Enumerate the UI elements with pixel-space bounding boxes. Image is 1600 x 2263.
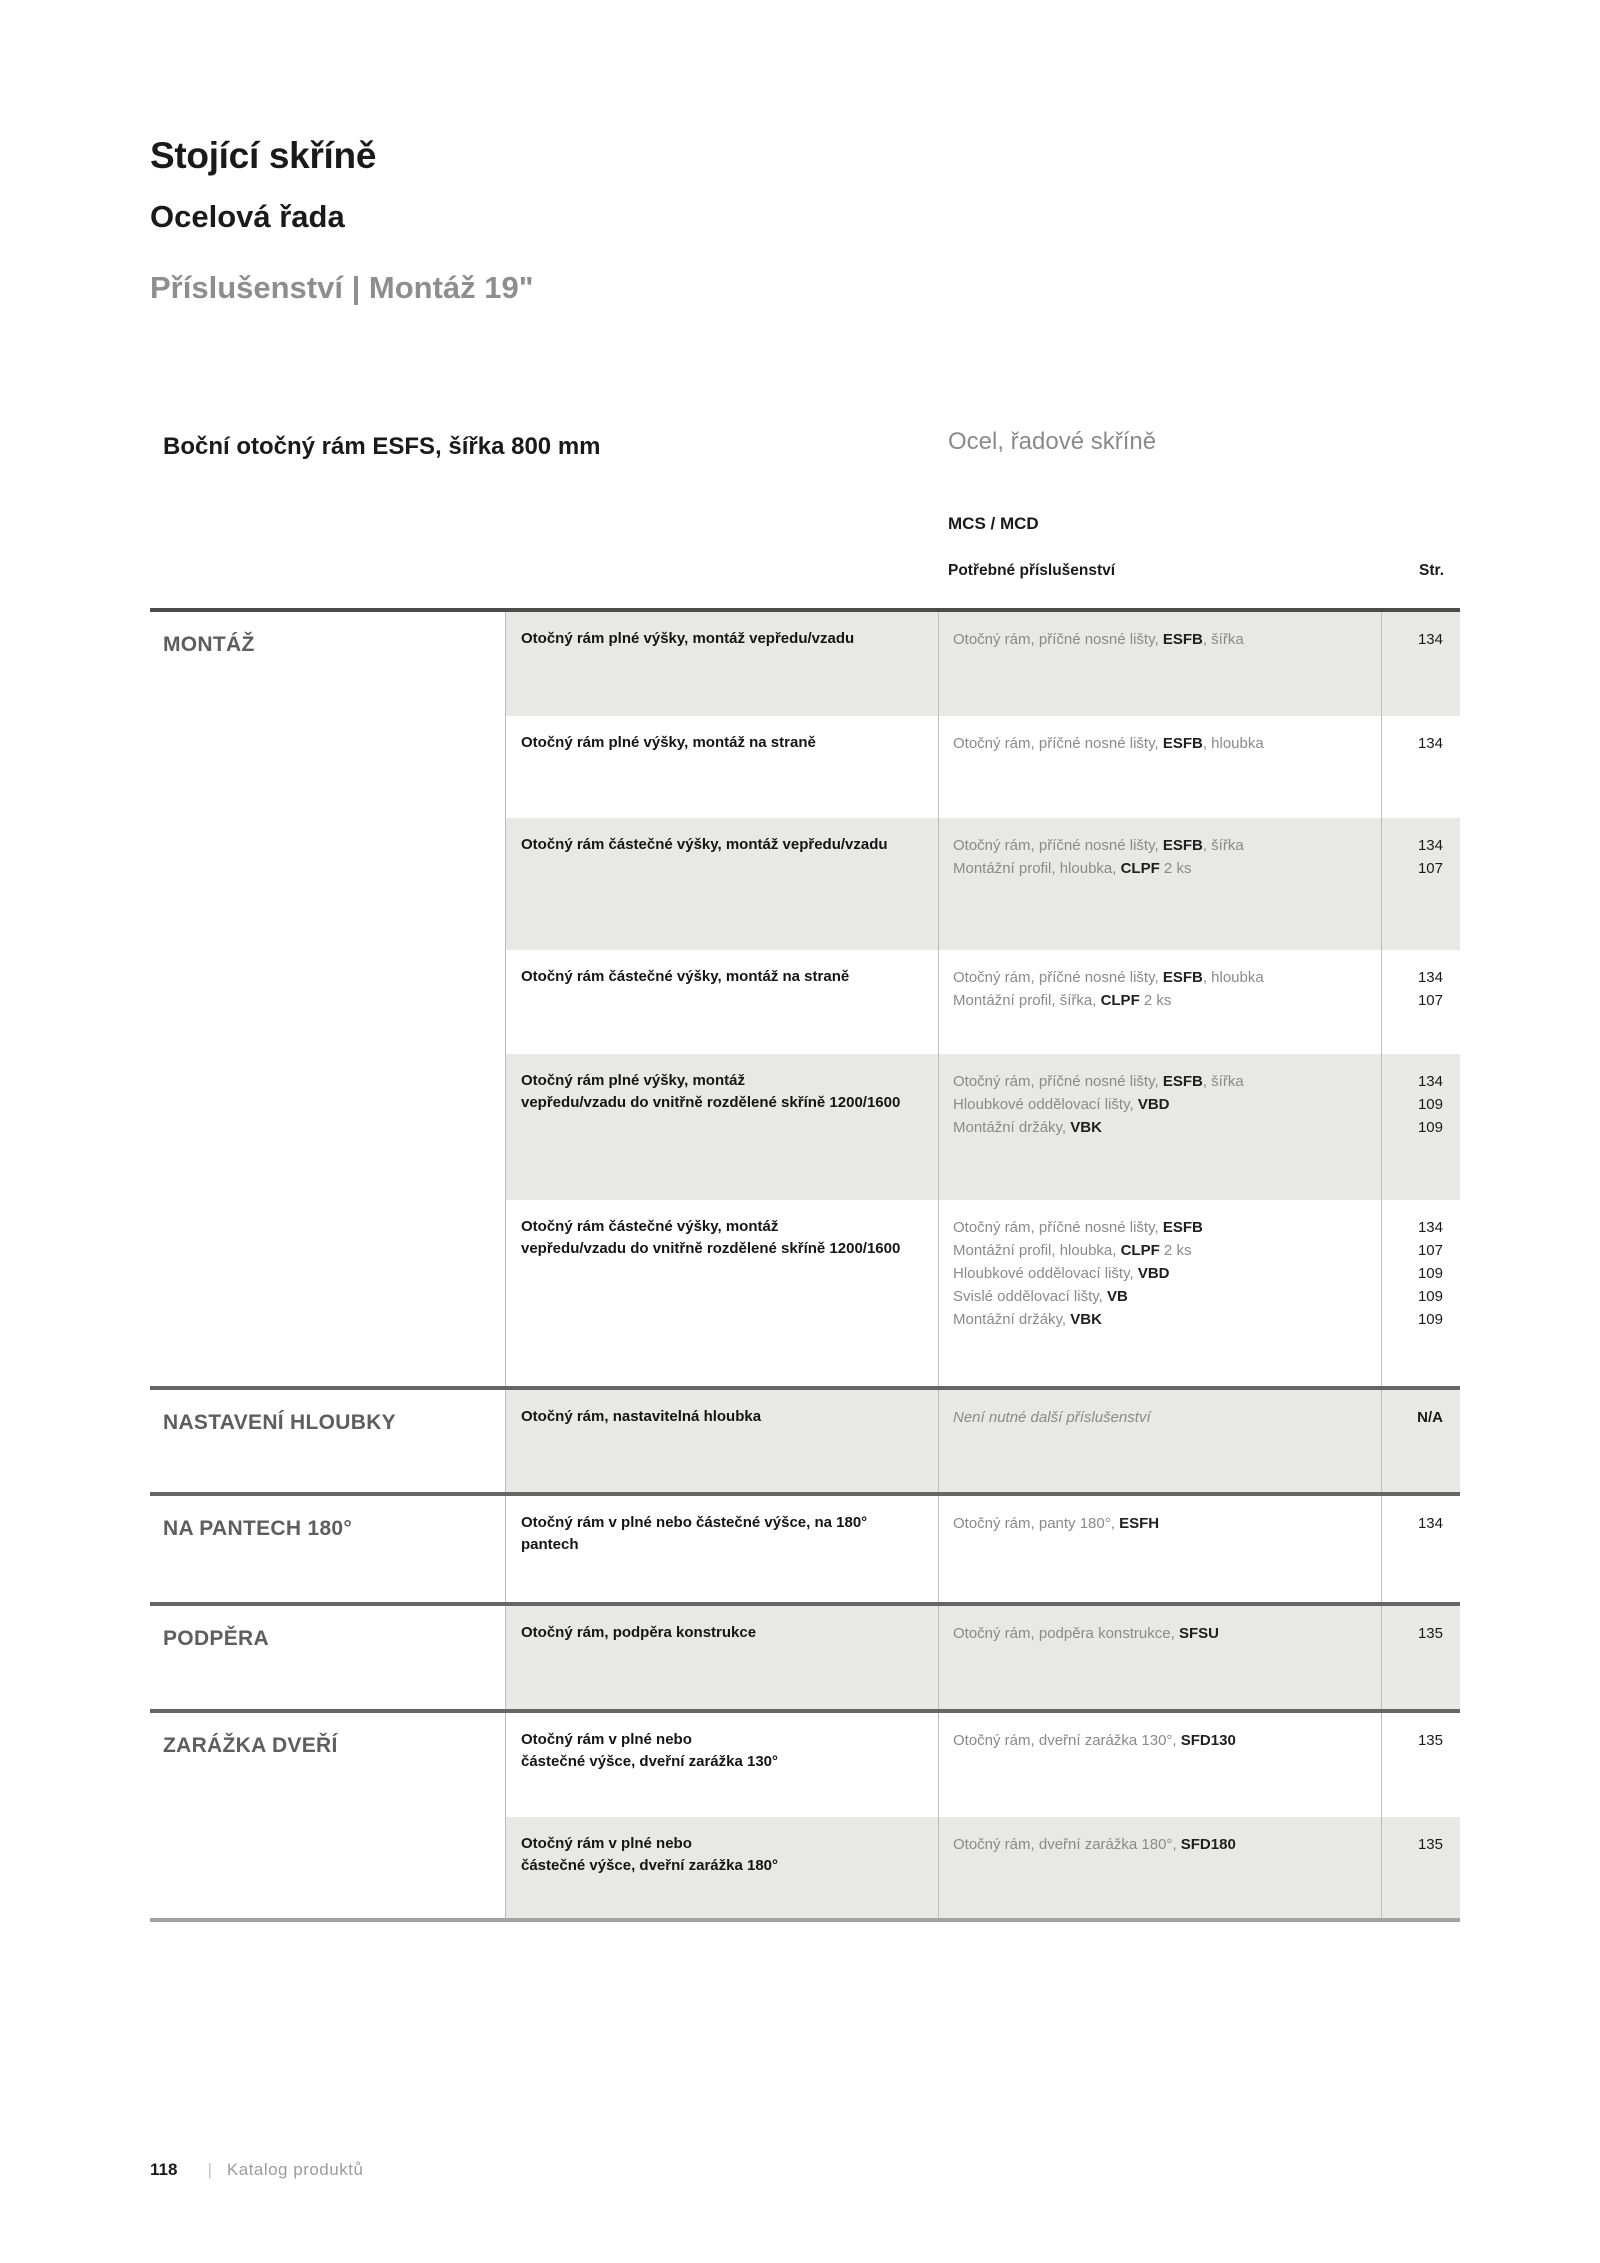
description-line: vepředu/vzadu do vnitřně rozdělené skříně 1200/1600 xyxy=(521,1094,901,1111)
row-description xyxy=(506,716,938,818)
product-code: VBD xyxy=(1137,1265,1170,1282)
product-code: SFD130 xyxy=(1180,1732,1236,1749)
page-ref: 134 xyxy=(1417,969,1443,986)
accessory-line xyxy=(953,1070,1367,1093)
table-row xyxy=(506,716,1460,818)
table-row xyxy=(506,1713,1460,1817)
product-heading: Boční otočný rám ESFS, šířka 800 mm xyxy=(163,433,601,460)
accessory-text: Hloubkové oddělovací lišty, xyxy=(953,1265,1138,1282)
accessory-text: Svislé oddělovací lišty, xyxy=(953,1288,1107,1305)
page-ref: 107 xyxy=(1417,992,1443,1009)
accessory-text: Montážní profil, šířka, xyxy=(953,992,1101,1009)
product-code: VBD xyxy=(1137,1096,1170,1113)
accessory-text: , šířka xyxy=(1202,837,1244,854)
row-description xyxy=(506,1054,938,1200)
page-ref: 135 xyxy=(1417,1625,1443,1642)
description-line: částečné výšce, dveřní zarážka 130° xyxy=(521,1753,779,1770)
accessory-text: Montážní profil, hloubka, xyxy=(953,1242,1121,1259)
row-pages xyxy=(1381,612,1460,716)
accessory-line xyxy=(953,1239,1367,1262)
accessory-line xyxy=(953,1285,1367,1308)
accessory-text: Montážní držáky, xyxy=(953,1119,1071,1136)
page-ref: 107 xyxy=(1417,1242,1443,1259)
accessory-text: Otočný rám, podpěra konstrukce, xyxy=(953,1625,1179,1642)
accessory-line xyxy=(953,1308,1367,1331)
accessory-text: Montážní držáky, xyxy=(953,1311,1071,1328)
section-label: PODPĚRA xyxy=(163,1627,269,1650)
section-label: MONTÁŽ xyxy=(163,633,255,656)
accessory-text: Otočný rám, příčné nosné lišty, xyxy=(953,969,1163,986)
accessory-line xyxy=(953,834,1367,857)
page-ref: 134 xyxy=(1417,1073,1443,1090)
table-row xyxy=(506,1496,1460,1602)
page-title: Stojící skříně xyxy=(150,135,377,176)
accessory-text: Otočný rám, příčné nosné lišty, xyxy=(953,837,1163,854)
row-accessories xyxy=(938,716,1381,818)
product-code: SFD180 xyxy=(1180,1836,1236,1853)
accessory-text: Není nutné další příslušenství xyxy=(953,1409,1151,1426)
accessory-text: Montážní profil, hloubka, xyxy=(953,860,1121,877)
page-ref: 135 xyxy=(1417,1836,1443,1853)
accessory-text: , hloubka xyxy=(1202,969,1264,986)
row-pages xyxy=(1381,716,1460,818)
product-code: ESFB xyxy=(1162,837,1203,854)
row-accessories xyxy=(938,1496,1381,1602)
row-accessories xyxy=(938,818,1381,950)
row-pages xyxy=(1381,1606,1460,1709)
page-ref: 134 xyxy=(1417,631,1443,648)
accessory-line xyxy=(953,966,1367,989)
accessory-text: Hloubkové oddělovací lišty, xyxy=(953,1096,1138,1113)
row-description xyxy=(506,612,938,716)
page-ref: 135 xyxy=(1417,1732,1443,1749)
accessory-text: , šířka xyxy=(1202,1073,1244,1090)
accessory-text: , šířka xyxy=(1202,631,1244,648)
description-line: vepředu/vzadu do vnitřně rozdělené skříně 1200/1600 xyxy=(521,1240,901,1257)
section-label: NA PANTECH 180° xyxy=(163,1517,353,1540)
accessory-text: Otočný rám, příčné nosné lišty, xyxy=(953,1073,1163,1090)
page-ref: 109 xyxy=(1417,1119,1443,1136)
accessory-line xyxy=(953,628,1367,651)
page-ref: 109 xyxy=(1417,1265,1443,1282)
page-ref: 107 xyxy=(1417,860,1443,877)
product-code: VBK xyxy=(1070,1311,1102,1328)
description-line: Otočný rám částečné výšky, montáž na straně xyxy=(521,968,850,985)
section-rows xyxy=(505,1713,1460,1918)
row-pages xyxy=(1381,818,1460,950)
accessory-line xyxy=(953,1406,1367,1429)
row-pages xyxy=(1381,1496,1460,1602)
page-subtitle: Ocelová řada xyxy=(150,199,345,234)
page-ref: 109 xyxy=(1417,1311,1443,1328)
footer-separator: | xyxy=(207,2160,212,2179)
accessory-text: , hloubka xyxy=(1202,735,1264,752)
page-footer xyxy=(150,2160,363,2180)
row-description xyxy=(506,1817,938,1918)
table-row xyxy=(506,950,1460,1054)
accessory-text: Otočný rám, příčné nosné lišty, xyxy=(953,735,1163,752)
accessory-line xyxy=(953,857,1367,880)
section-rows xyxy=(505,1390,1460,1492)
product-code: ESFH xyxy=(1119,1515,1160,1532)
section-rows xyxy=(505,1606,1460,1709)
column-header-accessories: Potřebné příslušenství xyxy=(948,562,1116,579)
accessory-text: 2 ks xyxy=(1139,992,1172,1009)
page-section-heading: Příslušenství | Montáž 19" xyxy=(150,270,534,305)
product-code: CLPF xyxy=(1120,860,1160,877)
section-label: NASTAVENÍ HLOUBKY xyxy=(163,1411,396,1434)
accessory-line xyxy=(953,1262,1367,1285)
model-label: MCS / MCD xyxy=(948,514,1039,533)
row-accessories xyxy=(938,1606,1381,1709)
column-header-page: Str. xyxy=(1419,562,1444,579)
product-code: ESFB xyxy=(1162,1219,1203,1236)
row-description xyxy=(506,950,938,1054)
page-ref: 109 xyxy=(1417,1096,1443,1113)
table-row xyxy=(506,1054,1460,1200)
row-accessories xyxy=(938,1054,1381,1200)
row-description xyxy=(506,1200,938,1386)
table-row xyxy=(506,1817,1460,1918)
row-accessories xyxy=(938,1390,1381,1492)
page-ref: 109 xyxy=(1417,1288,1443,1305)
description-line: Otočný rám v plné nebo částečné výšce, na 180° pantech xyxy=(521,1514,868,1553)
row-description xyxy=(506,1606,938,1709)
row-accessories xyxy=(938,1713,1381,1817)
description-line: Otočný rám plné výšky, montáž na straně xyxy=(521,734,816,751)
accessory-line xyxy=(953,1093,1367,1116)
accessory-text: 2 ks xyxy=(1159,860,1192,877)
row-pages xyxy=(1381,1200,1460,1386)
row-accessories xyxy=(938,1200,1381,1386)
row-accessories xyxy=(938,1817,1381,1918)
table-row xyxy=(506,818,1460,950)
page-ref: 134 xyxy=(1417,1219,1443,1236)
accessories-table xyxy=(150,608,1460,1922)
table-section-1 xyxy=(150,608,1460,1386)
row-description xyxy=(506,1496,938,1602)
page-ref: 134 xyxy=(1417,837,1443,854)
row-pages xyxy=(1381,1817,1460,1918)
accessory-text: Otočný rám, panty 180°, xyxy=(953,1515,1120,1532)
accessory-line xyxy=(953,1833,1367,1856)
product-code: VB xyxy=(1106,1288,1128,1305)
row-description xyxy=(506,818,938,950)
accessory-line xyxy=(953,1512,1367,1535)
row-description xyxy=(506,1713,938,1817)
description-line: Otočný rám v plné nebo xyxy=(521,1731,692,1748)
product-code: ESFB xyxy=(1162,1073,1203,1090)
page-ref: 134 xyxy=(1417,735,1443,752)
accessory-text: Otočný rám, dveřní zarážka 180°, xyxy=(953,1836,1181,1853)
product-category-label: Ocel, řadové skříně xyxy=(948,428,1157,455)
description-line: Otočný rám, podpěra konstrukce xyxy=(521,1624,757,1641)
row-accessories xyxy=(938,950,1381,1054)
description-line: Otočný rám částečné výšky, montáž xyxy=(521,1218,779,1235)
table-row xyxy=(506,1200,1460,1386)
accessory-line xyxy=(953,1729,1367,1752)
row-pages xyxy=(1381,950,1460,1054)
footer-page-number: 118 xyxy=(150,2160,178,2179)
product-code: CLPF xyxy=(1120,1242,1160,1259)
description-line: Otočný rám v plné nebo xyxy=(521,1835,692,1852)
row-pages xyxy=(1381,1390,1460,1492)
description-line: Otočný rám plné výšky, montáž xyxy=(521,1072,745,1089)
table-section-3 xyxy=(150,1492,1460,1602)
row-pages xyxy=(1381,1713,1460,1817)
product-code: ESFB xyxy=(1162,969,1203,986)
product-code: ESFB xyxy=(1162,631,1203,648)
description-line: Otočný rám plné výšky, montáž vepředu/vzadu xyxy=(521,630,855,647)
description-line: Otočný rám částečné výšky, montáž vepředu/vzadu xyxy=(521,836,888,853)
product-code: ESFB xyxy=(1162,735,1203,752)
section-rows xyxy=(505,1496,1460,1602)
page-ref: N/A xyxy=(1417,1409,1443,1426)
accessory-line xyxy=(953,732,1367,755)
table-row xyxy=(506,1606,1460,1709)
description-line: Otočný rám, nastavitelná hloubka xyxy=(521,1408,762,1425)
section-label: ZARÁŽKA DVEŘÍ xyxy=(163,1734,338,1757)
accessory-line xyxy=(953,1216,1367,1239)
section-rows xyxy=(505,612,1460,1386)
table-section-2 xyxy=(150,1386,1460,1492)
accessory-text: Otočný rám, příčné nosné lišty, xyxy=(953,1219,1163,1236)
table-header xyxy=(948,562,1444,580)
table-section-5 xyxy=(150,1709,1460,1918)
product-code: CLPF xyxy=(1100,992,1140,1009)
page-ref: 134 xyxy=(1417,1515,1443,1532)
row-pages xyxy=(1381,1054,1460,1200)
row-accessories xyxy=(938,612,1381,716)
table-row xyxy=(506,1390,1460,1492)
accessory-line xyxy=(953,1622,1367,1645)
accessory-text: 2 ks xyxy=(1159,1242,1192,1259)
accessory-line xyxy=(953,1116,1367,1139)
accessory-text: Otočný rám, příčné nosné lišty, xyxy=(953,631,1163,648)
accessory-line xyxy=(953,989,1367,1012)
product-code: SFSU xyxy=(1178,1625,1219,1642)
product-code: VBK xyxy=(1070,1119,1102,1136)
table-section-4 xyxy=(150,1602,1460,1709)
row-description xyxy=(506,1390,938,1492)
table-row xyxy=(506,612,1460,716)
accessory-text: Otočný rám, dveřní zarážka 130°, xyxy=(953,1732,1181,1749)
footer-catalog-label: Katalog produktů xyxy=(226,2160,364,2179)
description-line: částečné výšce, dveřní zarážka 180° xyxy=(521,1857,779,1874)
